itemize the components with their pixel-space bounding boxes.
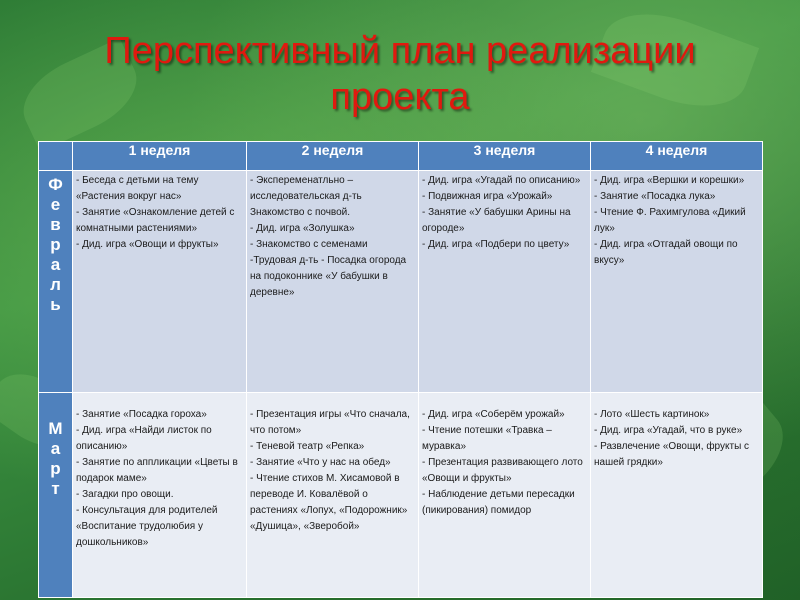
activity-item: - Дид. игра «Отгадай овощи по вкусу»: [594, 239, 738, 266]
table-row-march: [39, 393, 763, 598]
activity-item: - Беседа с детьми на тему «Растения вокруг нас»: [76, 175, 199, 202]
activity-item: - Занятие «У бабушки Арины на огороде»: [422, 207, 571, 234]
month-letter: М: [48, 419, 63, 438]
activity-item: - Дид. игра «Соберём урожай»: [422, 409, 565, 420]
activity-item: - Лото «Шесть картинок»: [594, 409, 710, 420]
activity-cell-mar-week-1: [73, 393, 247, 598]
month-letter: а: [50, 439, 61, 458]
month-label-february: [39, 171, 73, 393]
activity-item: - Дид. игра «Овощи и фрукты»: [76, 239, 219, 250]
activity-item: - Дид. игра «Подбери по цвету»: [422, 239, 570, 250]
month-letter: р: [50, 235, 61, 254]
activity-cell-feb-week-1: [73, 171, 247, 393]
activity-item: - Теневой театр «Репка»: [250, 441, 365, 452]
activity-item: - Занятие по аппликации «Цветы в подарок маме»: [76, 457, 238, 484]
activity-cell-mar-week-2: [247, 393, 419, 598]
activity-item: - Развлечение «Овощи, фрукты с нашей грядки»: [594, 441, 750, 468]
activity-cell-feb-week-4: [591, 171, 763, 393]
table-row-february: [39, 171, 763, 393]
month-letter: ь: [50, 295, 61, 314]
activity-item: - Дид. игра «Золушка»: [250, 223, 355, 234]
month-letter: л: [50, 275, 61, 294]
activity-item: - Дид. игра «Вершки и корешки»: [594, 175, 745, 186]
month-letter: т: [51, 479, 60, 498]
activity-cell-mar-week-4: [591, 393, 763, 598]
activity-item: - Консультация для родителей «Воспитание трудолюбия у дошкольников»: [76, 505, 218, 548]
activity-item: - Чтение Ф. Рахимгулова «Дикий лук»: [594, 207, 746, 234]
activity-item: - Дид. игра «Найди листок по описанию»: [76, 425, 212, 452]
month-letter: р: [50, 459, 61, 478]
page-title: [0, 28, 800, 120]
month-letter: в: [50, 215, 61, 234]
plan-table: [38, 141, 763, 598]
activity-item: - Занятие «Ознакомление детей с комнатными растениями»: [76, 207, 235, 234]
page-title-line-2: проекта: [330, 76, 470, 118]
activity-cell-feb-week-3: [419, 171, 591, 393]
month-letter: е: [50, 195, 61, 214]
header-corner: [39, 142, 73, 171]
header-week-1: 1 неделя: [73, 142, 247, 171]
activity-item: - Чтение потешки «Травка – муравка»: [422, 425, 552, 452]
month-label-march: [39, 393, 73, 598]
activity-item: - Презентация игры «Что сначала, что потом»: [250, 409, 410, 436]
activity-item: - Загадки про овощи.: [76, 489, 174, 500]
activity-item: -Трудовая д-ть - Посадка огорода на подоконнике «У бабушки в деревне»: [250, 255, 407, 298]
month-letter: а: [50, 255, 61, 274]
header-week-2: 2 неделя: [247, 142, 419, 171]
header-week-3: 3 неделя: [419, 142, 591, 171]
activity-cell-mar-week-3: [419, 393, 591, 598]
activity-cell-feb-week-2: [247, 171, 419, 393]
activity-item: - Занятие «Что у нас на обед»: [250, 457, 391, 468]
activity-item: - Знакомство с семенами: [250, 239, 368, 250]
page-title-line-1: Перспективный план реализации: [104, 30, 696, 72]
activity-item: - Подвижная игра «Урожай»: [422, 191, 553, 202]
header-week-4: 4 неделя: [591, 142, 763, 171]
activity-item: - Дид. игра «Угадай, что в руке»: [594, 425, 743, 436]
activity-item: - Экспеременатльно – исследовательская д-ть Знакомство с почвой.: [250, 175, 362, 218]
table-header-row: [39, 142, 763, 171]
activity-item: - Презентация развивающего лото «Овощи и фрукты»: [422, 457, 583, 484]
activity-item: - Наблюдение детьми пересадки (пикирования) помидор: [422, 489, 575, 516]
month-letter: Ф: [48, 175, 63, 194]
activity-item: - Занятие «Посадка гороха»: [76, 409, 207, 420]
activity-item: - Дид. игра «Угадай по описанию»: [422, 175, 581, 186]
activity-item: - Занятие «Посадка лука»: [594, 191, 716, 202]
activity-item: - Чтение стихов М. Хисамовой в переводе И. Ковалёвой о растениях «Лопух, «Подорожник» «Душица», «Зверобой»: [250, 473, 408, 532]
